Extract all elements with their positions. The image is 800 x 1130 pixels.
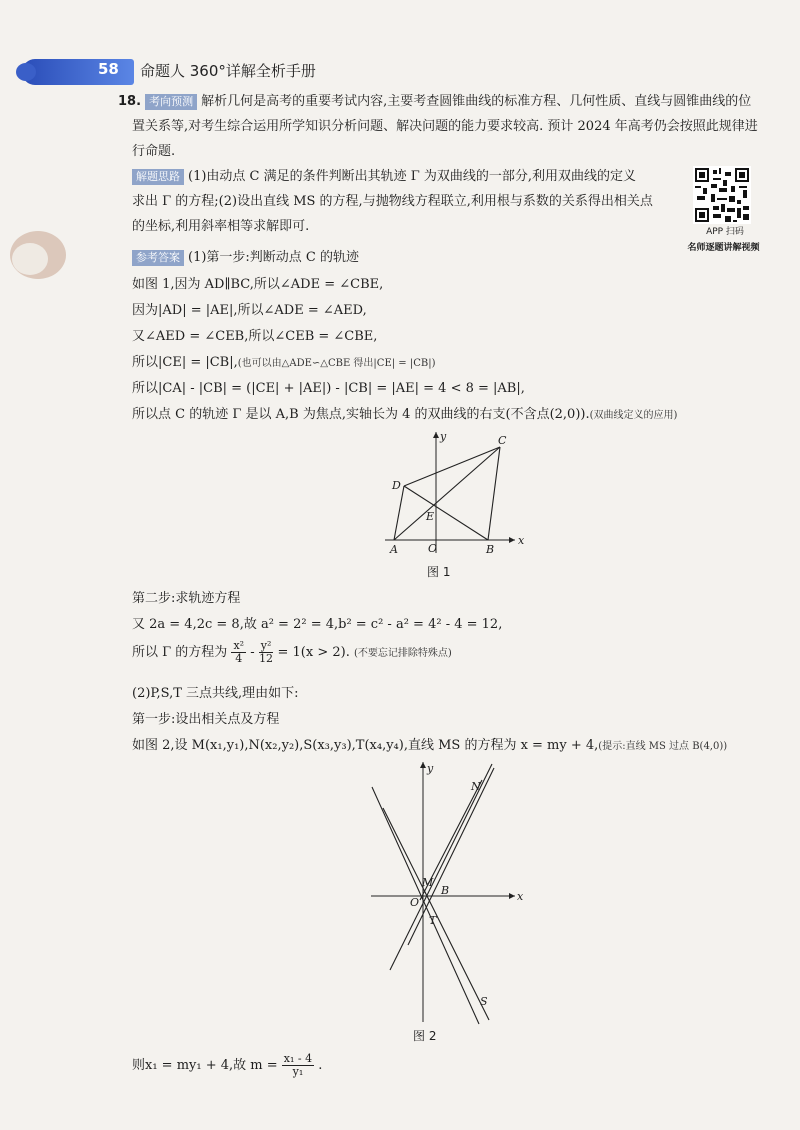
proof-line-6: 所以点 C 的轨迹 Γ 是以 A,B 为焦点,实轴长为 4 的双曲线的右支(不含点(2,0)).(双曲线定义的应用) [132, 407, 678, 422]
question-number: 18. [118, 94, 142, 109]
fig1-y-arrow [433, 432, 439, 438]
tag-approach: 解题思路 [132, 169, 184, 185]
proof-line-8: 所以 Γ 的方程为 $\frac{\text{x²}}{4}$ - $\frac{\text{y²}}{12}$ = 1(x > 2). (不要忘记排除特殊点) [132, 639, 452, 665]
fig1-label-O: O [428, 542, 438, 555]
figure-1 [380, 428, 530, 558]
approach-line-3: 的坐标,利用斜率相等求解即可. [132, 219, 310, 234]
proof-note-8: (不要忘记排除特殊点) [354, 648, 452, 659]
fig2-label-O: O [410, 896, 420, 909]
proof-note-9: (提示:直线 MS 过点 B(4,0)) [598, 741, 728, 752]
fig2-label-T: T [429, 914, 437, 927]
qr-code-icon[interactable] [693, 166, 751, 224]
approach-line-1: 解题思路 (1)由动点 C 满足的条件判断出其轨迹 Γ 为双曲线的一部分,利用双曲线的定义 [132, 167, 636, 187]
proof-note-4: (也可以由△ADE∽△CBE 得出|CE| = |CB|) [237, 358, 436, 369]
page-number: 58 [98, 60, 119, 78]
proof-line-3: 又∠AED = ∠CEB,所以∠CEB = ∠CBE, [132, 329, 378, 344]
fraction-y2-over-12: $\frac{\text{y²}}{12}$ [259, 639, 274, 665]
fig2-label-x: x [517, 890, 524, 903]
fig2-label-S: S [480, 995, 488, 1008]
forecast-line-1: 18. 考向预测 解析几何是高考的重要考试内容,主要考查圆锥曲线的标准方程、几何性质、直线与圆锥曲线的位 [118, 94, 752, 109]
approach-line-2: 求出 Γ 的方程;(2)设出直线 MS 的方程,与抛物线方程联立,利用根与系数的关系得出相关点 [132, 194, 653, 209]
fig1-label-y: y [440, 430, 447, 443]
qr-subtitle: 名师逐题讲解视频 [687, 243, 760, 253]
fig2-y-arrow [420, 762, 426, 768]
proof-line-7: 又 2a = 4,2c = 8,故 a² = 2² = 4,b² = c² - a² = 4² - 4 = 12, [132, 617, 503, 632]
fig1-label-C: C [498, 434, 507, 447]
figure-1-caption: 图 1 [427, 565, 451, 579]
answer-step1: 参考答案 (1)第一步:判断动点 C 的轨迹 [132, 248, 359, 268]
forecast-line-3: 行命题. [132, 144, 176, 159]
fig1-x-arrow [509, 537, 515, 543]
tag-answer: 参考答案 [132, 250, 184, 266]
fig1-segment-AC [394, 447, 500, 540]
fig2-x-arrow [509, 893, 515, 899]
part2-step1: 第一步:设出相关点及方程 [132, 712, 280, 727]
fraction-x2-over-4: $\frac{\text{x²}}{4}$ [233, 639, 245, 665]
fig1-label-A: A [390, 543, 398, 556]
proof-line-10: 则x₁ = my₁ + 4,故 m = $\frac{\text{x₁ - 4}}{\text{y₁}}$ . [132, 1052, 323, 1078]
fig1-label-x: x [518, 534, 525, 547]
fig1-label-D: D [392, 479, 401, 492]
page-stain [0, 225, 70, 285]
fig1-label-B: B [486, 543, 495, 556]
proof-line-4: 所以|CE| = |CB|,(也可以由△ADE∽△CBE 得出|CE| = |CB|) [132, 355, 436, 370]
fig1-segment-DC [404, 447, 500, 486]
fig2-label-N: N [471, 780, 481, 793]
figure-2 [365, 760, 535, 1025]
fig1-segment-CB [488, 447, 500, 540]
figure-2-caption: 图 2 [413, 1029, 437, 1043]
proof-line-5: 所以|CA| - |CB| = (|CE| + |AE|) - |CB| = |AE| = 4 < 8 = |AB|, [132, 381, 525, 396]
fig2-line-4 [408, 768, 494, 945]
qr-label: APP 扫码 [706, 227, 744, 237]
fig2-label-M: M [422, 876, 434, 889]
proof-line-9: 如图 2,设 M(x₁,y₁),N(x₂,y₂),S(x₃,y₃),T(x₄,y₄),直线 MS 的方程为 x = my + 4,(提示:直线 MS 过点 B(4,0)) [132, 738, 728, 753]
proof-line-1: 如图 1,因为 AD∥BC,所以∠ADE = ∠CBE, [132, 277, 384, 292]
tag-exam-forecast: 考向预测 [145, 94, 197, 110]
fraction-m: $\frac{\text{x₁ - 4}}{\text{y₁}}$ [283, 1052, 313, 1078]
fig2-label-B: B [441, 884, 450, 897]
proof-note-6: (双曲线定义的应用) [589, 410, 678, 421]
forecast-line-2: 置关系等,对考生综合运用所学知识分析问题、解决问题的能力要求较高. 预计 2024 年高考仍会按照此规律进 [132, 119, 758, 134]
fig2-label-y: y [427, 762, 434, 775]
fig1-label-E: E [426, 510, 435, 523]
proof-line-2: 因为|AD| = |AE|,所以∠ADE = ∠AED, [132, 303, 367, 318]
step2-title: 第二步:求轨迹方程 [132, 591, 241, 606]
part2-title: (2)P,S,T 三点共线,理由如下: [132, 686, 299, 701]
book-title: 命题人 360°详解全析手册 [140, 62, 316, 80]
